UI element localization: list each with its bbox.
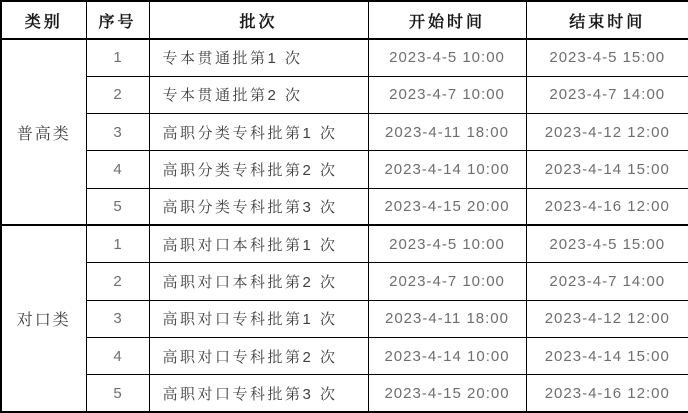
batch-cell: 高职分类专科批第1 次 [149,114,368,151]
header-start-time: 开始时间 [368,1,526,39]
start-time-cell: 2023-4-5 10:00 [368,225,526,262]
category-cell: 普高类 [1,39,86,225]
serial-cell: 2 [86,263,149,300]
end-time-cell: 2023-4-7 14:00 [526,263,688,300]
end-time-cell: 2023-4-12 12:00 [526,114,688,151]
table-row [1,39,688,76]
header-batch: 批次 [149,1,368,39]
start-time-cell: 2023-4-7 10:00 [368,76,526,113]
start-time-cell: 2023-4-15 20:00 [368,375,526,412]
end-time-cell: 2023-4-14 15:00 [526,151,688,188]
serial-cell: 5 [86,188,149,225]
serial-cell: 2 [86,76,149,113]
serial-cell: 3 [86,300,149,337]
header-serial: 序号 [86,1,149,39]
batch-cell: 专本贯通批第1 次 [149,39,368,76]
start-time-cell: 2023-4-15 20:00 [368,188,526,225]
header-end-time: 结束时间 [526,1,688,39]
batch-cell: 高职对口专科批第3 次 [149,375,368,412]
end-time-cell: 2023-4-14 15:00 [526,337,688,374]
start-time-cell: 2023-4-11 18:00 [368,114,526,151]
table-row [1,114,688,151]
start-time-cell: 2023-4-7 10:00 [368,263,526,300]
table-row [1,76,688,113]
batch-cell: 高职对口专科批第2 次 [149,337,368,374]
table-row [1,300,688,337]
start-time-cell: 2023-4-14 10:00 [368,151,526,188]
batch-cell: 高职分类专科批第3 次 [149,188,368,225]
serial-cell: 3 [86,114,149,151]
category-cell: 对口类 [1,225,86,412]
serial-cell: 1 [86,225,149,262]
table-row [1,188,688,225]
batch-cell: 专本贯通批第2 次 [149,76,368,113]
start-time-cell: 2023-4-14 10:00 [368,337,526,374]
table-row [1,337,688,374]
table-body [1,39,688,412]
header-category: 类别 [1,1,86,39]
serial-cell: 5 [86,375,149,412]
batch-cell: 高职分类专科批第2 次 [149,151,368,188]
end-time-cell: 2023-4-5 15:00 [526,39,688,76]
serial-cell: 4 [86,151,149,188]
batch-cell: 高职对口本科批第2 次 [149,263,368,300]
header-row [1,1,688,39]
table-row [1,151,688,188]
start-time-cell: 2023-4-11 18:00 [368,300,526,337]
serial-cell: 1 [86,39,149,76]
table-row [1,375,688,412]
table-header [1,1,688,39]
table-row [1,225,688,262]
end-time-cell: 2023-4-5 15:00 [526,225,688,262]
end-time-cell: 2023-4-12 12:00 [526,300,688,337]
end-time-cell: 2023-4-16 12:00 [526,188,688,225]
batch-cell: 高职对口本科批第1 次 [149,225,368,262]
batch-cell: 高职对口专科批第1 次 [149,300,368,337]
start-time-cell: 2023-4-5 10:00 [368,39,526,76]
serial-cell: 4 [86,337,149,374]
end-time-cell: 2023-4-7 14:00 [526,76,688,113]
end-time-cell: 2023-4-16 12:00 [526,375,688,412]
table-row [1,263,688,300]
